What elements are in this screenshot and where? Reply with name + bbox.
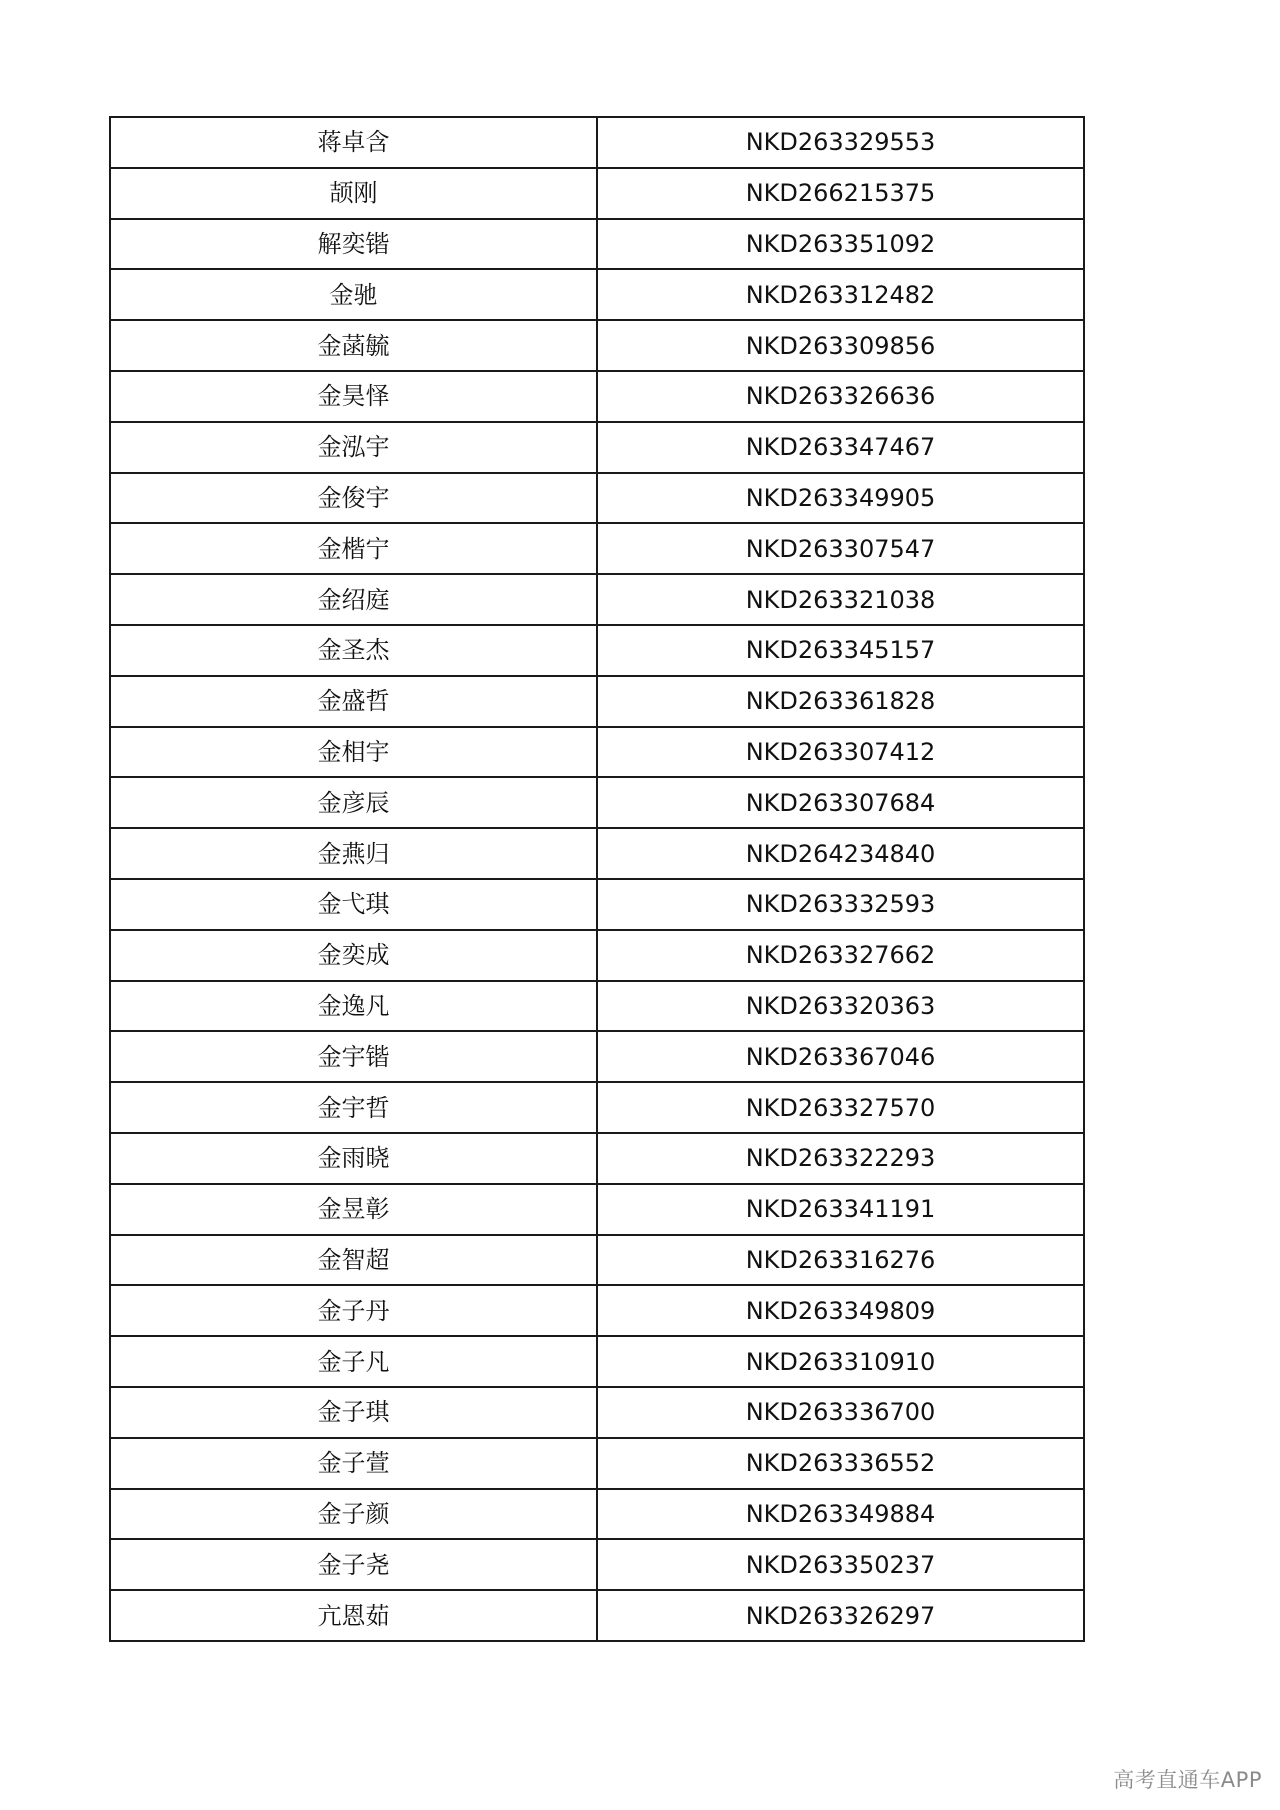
id-cell: NKD263320363 xyxy=(597,981,1084,1032)
id-cell: NKD263307547 xyxy=(597,523,1084,574)
id-cell: NKD263351092 xyxy=(597,219,1084,270)
id-cell: NKD263367046 xyxy=(597,1031,1084,1082)
id-cell: NKD263321038 xyxy=(597,574,1084,625)
table-row xyxy=(110,879,1084,930)
name-cell: 颉刚 xyxy=(110,168,597,219)
table-row xyxy=(110,981,1084,1032)
table-row xyxy=(110,930,1084,981)
id-cell: NKD263310910 xyxy=(597,1336,1084,1387)
name-cell: 金燕归 xyxy=(110,828,597,879)
id-cell: NKD263327662 xyxy=(597,930,1084,981)
id-cell: NKD263316276 xyxy=(597,1235,1084,1286)
name-cell: 金子萱 xyxy=(110,1438,597,1489)
id-cell: NKD266215375 xyxy=(597,168,1084,219)
id-cell: NKD263347467 xyxy=(597,422,1084,473)
id-cell: NKD263350237 xyxy=(597,1539,1084,1590)
name-cell: 金昱彰 xyxy=(110,1184,597,1235)
table-row xyxy=(110,1438,1084,1489)
name-cell: 金泓宇 xyxy=(110,422,597,473)
table-row xyxy=(110,371,1084,422)
name-cell: 金俊宇 xyxy=(110,473,597,524)
table-row xyxy=(110,269,1084,320)
id-cell: NKD263329553 xyxy=(597,117,1084,168)
id-cell: NKD263336700 xyxy=(597,1387,1084,1438)
name-cell: 金逸凡 xyxy=(110,981,597,1032)
name-cell: 金昊怿 xyxy=(110,371,597,422)
name-cell: 金子凡 xyxy=(110,1336,597,1387)
id-cell: NKD263349905 xyxy=(597,473,1084,524)
id-cell: NKD263327570 xyxy=(597,1082,1084,1133)
table-row xyxy=(110,676,1084,727)
id-cell: NKD264234840 xyxy=(597,828,1084,879)
name-cell: 亢恩茹 xyxy=(110,1590,597,1641)
id-cell: NKD263349884 xyxy=(597,1489,1084,1540)
name-cell: 金菡毓 xyxy=(110,320,597,371)
watermark: 高考直通车APP xyxy=(1113,1768,1262,1792)
name-cell: 金弋琪 xyxy=(110,879,597,930)
name-cell: 金子琪 xyxy=(110,1387,597,1438)
table-row xyxy=(110,828,1084,879)
name-cell: 金相宇 xyxy=(110,727,597,778)
name-cell: 金子颜 xyxy=(110,1489,597,1540)
table-row xyxy=(110,1184,1084,1235)
name-cell: 蒋卓含 xyxy=(110,117,597,168)
table-row xyxy=(110,1336,1084,1387)
name-cell: 金绍庭 xyxy=(110,574,597,625)
table-row xyxy=(110,1539,1084,1590)
id-cell: NKD263322293 xyxy=(597,1133,1084,1184)
roster-table xyxy=(109,116,1085,1642)
id-cell: NKD263345157 xyxy=(597,625,1084,676)
table-row xyxy=(110,574,1084,625)
id-cell: NKD263326297 xyxy=(597,1590,1084,1641)
name-cell: 金宇锴 xyxy=(110,1031,597,1082)
roster-table-body xyxy=(110,117,1084,1641)
name-cell: 金子丹 xyxy=(110,1285,597,1336)
id-cell: NKD263307684 xyxy=(597,777,1084,828)
table-row xyxy=(110,1031,1084,1082)
name-cell: 金盛哲 xyxy=(110,676,597,727)
table-row xyxy=(110,1285,1084,1336)
id-cell: NKD263326636 xyxy=(597,371,1084,422)
name-cell: 金驰 xyxy=(110,269,597,320)
table-row xyxy=(110,168,1084,219)
table-row xyxy=(110,777,1084,828)
table-row xyxy=(110,727,1084,778)
table-row xyxy=(110,625,1084,676)
table-row xyxy=(110,1489,1084,1540)
table-row xyxy=(110,117,1084,168)
table-row xyxy=(110,523,1084,574)
table-row xyxy=(110,1082,1084,1133)
id-cell: NKD263341191 xyxy=(597,1184,1084,1235)
name-cell: 金宇哲 xyxy=(110,1082,597,1133)
id-cell: NKD263336552 xyxy=(597,1438,1084,1489)
table-row xyxy=(110,219,1084,270)
id-cell: NKD263349809 xyxy=(597,1285,1084,1336)
name-cell: 金智超 xyxy=(110,1235,597,1286)
id-cell: NKD263309856 xyxy=(597,320,1084,371)
table-row xyxy=(110,1133,1084,1184)
table-row xyxy=(110,320,1084,371)
id-cell: NKD263307412 xyxy=(597,727,1084,778)
id-cell: NKD263312482 xyxy=(597,269,1084,320)
name-cell: 金彦辰 xyxy=(110,777,597,828)
table-row xyxy=(110,1235,1084,1286)
name-cell: 解奕锴 xyxy=(110,219,597,270)
name-cell: 金圣杰 xyxy=(110,625,597,676)
id-cell: NKD263361828 xyxy=(597,676,1084,727)
name-cell: 金楷宁 xyxy=(110,523,597,574)
table-row xyxy=(110,422,1084,473)
name-cell: 金奕成 xyxy=(110,930,597,981)
table-row xyxy=(110,1590,1084,1641)
id-cell: NKD263332593 xyxy=(597,879,1084,930)
table-row xyxy=(110,1387,1084,1438)
name-cell: 金雨晓 xyxy=(110,1133,597,1184)
table-row xyxy=(110,473,1084,524)
name-cell: 金子尧 xyxy=(110,1539,597,1590)
